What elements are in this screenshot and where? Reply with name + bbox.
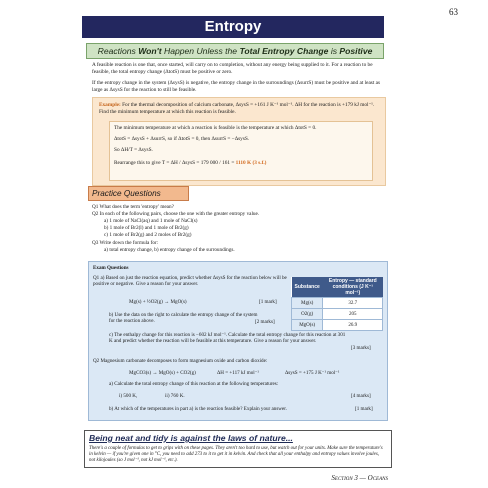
entropy-data-table <box>291 277 383 331</box>
example-label: Example: <box>99 102 121 108</box>
table-row <box>292 309 383 320</box>
example-question: For the thermal decomposition of calcium carbonate, ΔsysS = +161 J K⁻¹ mol⁻¹. ΔH for the reaction is +179 kJ mol⁻¹. Find the minimum temperature at which this reaction is feasible. <box>99 102 375 115</box>
practice-q2a: a) 1 mole of NaCl(aq) and 1 mole of NaCl(s) <box>104 218 198 224</box>
table-header-substance: Substance <box>292 277 323 298</box>
subheading-bold3: Positive <box>339 46 373 56</box>
example-working-box <box>109 121 373 181</box>
paragraph-system: If the entropy change in the system (ΔsysS) is negative, the entropy change in the surroundings (ΔsurrS) must be positive and at least as large as ΔsysS for the reaction to still be feasible. <box>92 80 381 93</box>
exam-q1a-equation: Mg(s) + ½O2(g) → MgO(s) <box>129 299 187 305</box>
exam-q2b: b) At which of the temperatures in part a) is the reaction feasible? Explain your answer. <box>109 406 287 412</box>
exam-q1a-mark: [1 mark] <box>259 299 277 305</box>
table-cell: Mg(s) <box>292 298 323 309</box>
paragraph-feasible: A feasible reaction is one that, once started, will carry on to completion, without any energy being supplied to it. For a reaction to be feasible, the total entropy change (ΔtotS) must be positive or zero. <box>92 62 373 75</box>
working-line-2: ΔtotS = ΔsysS + ΔsurrS, so if ΔtotS = 0, then ΔsurrS = −ΔsysS. <box>114 136 250 142</box>
exam-q1b-mark: [2 marks] <box>255 319 275 325</box>
exam-q2a-i: i) 500 K, <box>119 393 138 399</box>
exam-q2a-ii: ii) 760 K. <box>165 393 185 399</box>
exam-q2: Q2 Magnesium carbonate decomposes to form magnesium oxide and carbon dioxide: <box>93 358 268 364</box>
table-row <box>292 320 383 331</box>
practice-q2b: b) 1 mole of Br2(l) and 1 mole of Br2(g) <box>104 225 189 231</box>
exam-questions-box <box>88 261 388 421</box>
table-header-row <box>292 277 383 298</box>
exam-q2-entropy: ΔsysS = +175 J K⁻¹ mol⁻¹ <box>285 370 340 376</box>
example-intro <box>99 102 379 116</box>
practice-questions-heading: Practice Questions <box>88 186 189 201</box>
table-row <box>292 298 383 309</box>
working-line-4 <box>114 160 266 167</box>
subheading-mid2: is <box>328 46 340 56</box>
working-line-1: The minimum temperature at which a reaction is feasible is the temperature at which ΔtotS = 0. <box>114 125 317 131</box>
working-answer: 1110 K (3 s.f.) <box>235 160 267 166</box>
subheading-bold2: Total Entropy Change <box>239 46 329 56</box>
table-cell: 205 <box>323 309 383 320</box>
practice-q3: Q3 Write down the formula for: <box>92 240 159 246</box>
practice-q2: Q2 In each of the following pairs, choose the one with the greater entropy value. <box>92 211 260 217</box>
table-cell: 26.9 <box>323 320 383 331</box>
exam-q1c-mark: [3 marks] <box>351 345 371 351</box>
exam-q2-enthalpy: ΔH = +117 kJ mol⁻¹ <box>217 370 259 376</box>
exam-q2a-mark: [4 marks] <box>351 393 371 399</box>
working-line-3: So ΔH/T = ΔsysS. <box>114 147 153 153</box>
subheading-pre: Reactions <box>97 46 139 56</box>
practice-q1: Q1 What does the term 'entropy' mean? <box>92 204 174 210</box>
subheading-mid: Happen Unless the <box>161 46 240 56</box>
page-title: Entropy <box>82 16 384 38</box>
practice-q2c: c) 1 mole of Br2(g) and 2 moles of Br2(g) <box>104 232 192 238</box>
exam-q2-equation: MgCO3(s) → MgO(s) + CO2(g) <box>129 370 196 376</box>
exam-q1c: c) The enthalpy change for this reaction is −602 kJ mol⁻¹. Calculate the total entropy change for this reaction at 301 K and predict whether the reaction will be feasible at this temperature. Give a reason for your answer. <box>109 332 346 345</box>
example-box <box>92 97 386 186</box>
table-cell: MgO(s) <box>292 320 323 331</box>
subheading-bold1: Won't <box>138 46 162 56</box>
exam-questions-heading: Exam Questions <box>93 265 129 271</box>
section-subheading <box>86 43 384 59</box>
exam-q2a: a) Calculate the total entropy change of this reaction at the following temperatures: <box>109 381 279 387</box>
exam-q1b: b) Use the data on the right to calculate the entropy change of the system for the reaction above. <box>109 312 258 325</box>
exam-q2b-mark: [1 mark] <box>355 406 373 412</box>
tip-box <box>84 430 392 468</box>
table-cell: O2(g) <box>292 309 323 320</box>
tip-text: There's a couple of formulas to get to grips with on these pages. They aren't too hard to use, but watch out for your units. Make sure the temperature's in kelvin — if you're given one in °C, you need to add 273 to it to get it in kelvin. And check that all your enthalpy and entropy values involve joules, not kilojoules (so J mol⁻¹, not kJ mol⁻¹, etc.). <box>89 446 383 463</box>
table-header-entropy: Entropy — standard conditions (J K⁻¹ mol⁻¹) <box>323 277 383 298</box>
page-number: 63 <box>449 7 458 17</box>
practice-q3ab: a) total entropy change, b) entropy change of the surroundings. <box>104 247 235 253</box>
table-cell: 32.7 <box>323 298 383 309</box>
tip-title: Being neat and tidy is against the laws of nature... <box>89 433 293 443</box>
exam-q1a: Q1 a) Based on just the reaction equation, predict whether ΔsysS for the reaction below will be positive or negative. Give a reason for your answer. <box>93 275 287 288</box>
section-footer: Section 3 — Oceans <box>331 474 388 482</box>
working-rearrange: Rearrange this to give T = ΔH / ΔsysS = 179 000 / 161 = <box>114 160 235 166</box>
